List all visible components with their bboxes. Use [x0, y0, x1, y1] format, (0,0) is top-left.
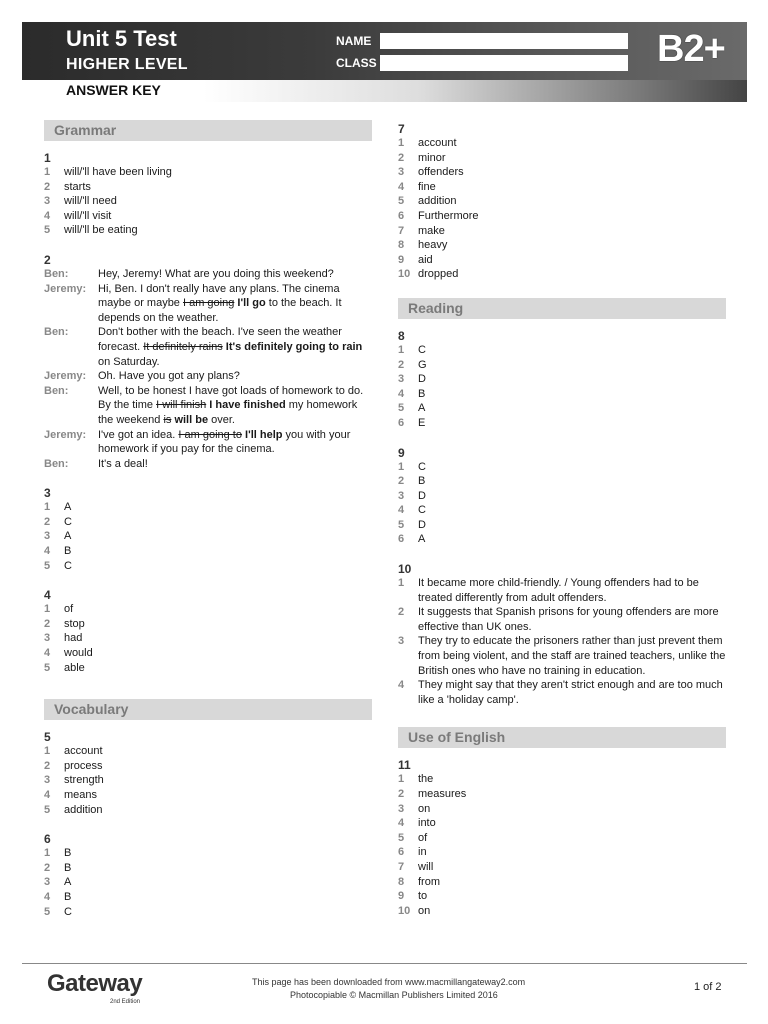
question-number: 1: [44, 151, 51, 165]
answer-item: [398, 904, 726, 919]
answer-item: [398, 209, 726, 224]
class-field[interactable]: [380, 55, 628, 71]
item-number: 5: [398, 402, 405, 415]
answer-item: [44, 180, 372, 195]
answer-item: [44, 500, 372, 515]
item-answer: means: [64, 789, 98, 801]
dialogue: [44, 267, 372, 471]
answer-list: [398, 136, 726, 282]
answer-item: [398, 267, 726, 282]
answer-item: [398, 532, 726, 547]
item-number: 5: [44, 224, 51, 237]
item-answer: will/'ll be eating: [64, 224, 138, 237]
item-answer: aid: [418, 253, 433, 266]
item-answer: on: [418, 904, 431, 917]
item-answer: measures: [418, 788, 467, 800]
item-answer: D: [418, 373, 426, 386]
item-answer: E: [418, 416, 426, 429]
answer-item: [398, 634, 726, 678]
answer-item: [44, 631, 372, 646]
answer-item: [398, 474, 726, 489]
name-field[interactable]: [380, 33, 628, 49]
answer-item: [398, 460, 726, 475]
answer-item: [398, 165, 726, 180]
section-title: Vocabulary: [54, 701, 129, 718]
vocabulary-section-header: [44, 699, 372, 720]
answer-item: [398, 802, 726, 817]
item-number: 3: [44, 632, 51, 645]
item-number: 7: [398, 224, 405, 237]
answer-item: [398, 845, 726, 860]
item-answer: C: [64, 905, 72, 918]
section-title: Grammar: [54, 122, 117, 138]
answer-item: [398, 372, 726, 387]
dialogue-text: Oh. Have you got any plans?: [98, 370, 240, 383]
answer-item: [44, 759, 372, 774]
item-answer: account: [64, 745, 103, 758]
dialogue-text: Hey, Jeremy! What are you doing this weekend?: [98, 267, 334, 280]
answer-key-bar: [22, 80, 747, 102]
section-title: Use of English: [408, 729, 506, 746]
answer-item: [44, 890, 372, 905]
dialogue-line: [44, 384, 372, 428]
answer-item: [398, 416, 726, 431]
item-answer: will/'ll visit: [64, 209, 112, 222]
question-number: 5: [44, 730, 51, 745]
corrected-text: I'll help: [241, 428, 283, 441]
item-number: 3: [398, 635, 405, 648]
item-answer: A: [64, 876, 72, 889]
item-answer: into: [418, 817, 436, 830]
item-number: 4: [44, 789, 51, 801]
item-number: 5: [398, 195, 405, 208]
item-number: 2: [398, 358, 405, 371]
question-number: 10: [398, 562, 412, 577]
answer-item: [44, 209, 372, 224]
item-answer: in: [418, 846, 427, 859]
speaker-name: Jeremy:: [44, 428, 87, 441]
answer-item: [398, 224, 726, 239]
dialogue-line: [44, 282, 372, 326]
answer-list: [44, 165, 372, 238]
question-number: 4: [44, 588, 51, 603]
dialogue-text: my homework the weekend: [98, 399, 358, 426]
item-number: 10: [398, 268, 411, 281]
item-number: 1: [398, 773, 405, 786]
item-answer: stop: [64, 617, 85, 630]
item-number: 1: [398, 343, 405, 356]
answer-item: [44, 661, 372, 676]
item-number: 2: [44, 515, 51, 528]
answer-item: [44, 788, 372, 803]
dialogue-line: [44, 369, 372, 384]
question-number: 11: [398, 758, 411, 773]
item-answer: dropped: [418, 268, 459, 281]
answer-item: [398, 387, 726, 402]
item-number: 1: [44, 166, 51, 178]
corrected-text: will be: [171, 413, 209, 426]
item-number: 1: [44, 603, 51, 616]
grammar-section-header: [44, 120, 372, 141]
item-number: 4: [44, 209, 51, 222]
answer-item: [44, 773, 372, 788]
answer-item: [398, 151, 726, 166]
download-notice: This page has been downloaded from www.macmillangateway2.com: [252, 977, 526, 987]
answer-item: [398, 503, 726, 518]
item-answer: B: [64, 890, 72, 903]
item-number: 3: [44, 876, 51, 889]
answer-list: [44, 846, 372, 919]
question-number: 2: [44, 252, 51, 267]
answer-item: [44, 617, 372, 632]
answer-item: [44, 223, 372, 238]
item-number: 4: [44, 890, 51, 903]
item-number: 2: [398, 788, 405, 800]
struck-text: It definitely rains: [143, 340, 223, 353]
dialogue-text: Hi, Ben. I don't really have any plans. The cinema maybe or maybe: [98, 282, 340, 310]
item-number: 1: [44, 847, 51, 860]
item-answer: B: [418, 387, 426, 400]
item-answer: fine: [418, 180, 436, 193]
dialogue-text: on Saturday.: [98, 355, 160, 368]
dialogue-content: [98, 325, 372, 369]
corrected-text: I have finished: [206, 399, 286, 412]
item-answer: It became more child-friendly. / Young offenders had to be treated differently from adult offenders.: [418, 577, 699, 604]
item-number: 3: [398, 166, 405, 179]
item-answer: D: [418, 489, 426, 502]
answer-item: [44, 529, 372, 544]
answer-key-label: ANSWER KEY: [66, 82, 161, 98]
answer-item: [398, 576, 726, 605]
level-badge: B2+: [657, 28, 725, 70]
unit-title: Unit 5 Test: [66, 26, 177, 51]
item-number: 5: [44, 559, 51, 572]
answer-list: [398, 343, 726, 431]
item-number: 3: [44, 195, 51, 208]
item-answer: It suggests that Spanish prisons for young offenders are more effective than UK ones.: [418, 606, 719, 633]
item-number: 1: [398, 577, 405, 590]
item-answer: B: [64, 847, 72, 860]
item-answer: will/'ll have been living: [64, 166, 172, 178]
item-number: 3: [398, 489, 405, 502]
item-answer: strength: [64, 774, 104, 787]
item-number: 4: [398, 387, 405, 400]
item-answer: to: [418, 890, 428, 903]
item-answer: will: [418, 860, 434, 873]
item-answer: C: [418, 504, 426, 517]
item-answer: make: [418, 224, 445, 237]
edition-label: 2nd Edition: [110, 999, 141, 1005]
answer-list: [398, 460, 726, 548]
answer-item: [44, 194, 372, 209]
item-answer: on: [418, 802, 431, 815]
item-number: 6: [398, 533, 405, 546]
answer-item: [398, 194, 726, 209]
corrected-text: It's definitely going to rain: [222, 340, 363, 353]
answer-item: [398, 253, 726, 268]
answer-item: [398, 860, 726, 875]
answer-item: [398, 605, 726, 634]
item-number: 1: [398, 460, 405, 473]
item-number: 6: [398, 846, 405, 859]
item-answer: A: [64, 530, 72, 543]
item-number: 6: [398, 209, 405, 222]
answer-item: [44, 602, 372, 617]
right-column: [398, 120, 726, 918]
answer-item: [44, 846, 372, 861]
answer-item: [44, 744, 372, 759]
dialogue-text: over.: [208, 413, 235, 426]
answer-item: [398, 816, 726, 831]
answer-item: [398, 787, 726, 802]
answer-item: [398, 518, 726, 533]
answer-item: [44, 861, 372, 876]
question-number: 7: [398, 122, 405, 136]
level-title: HIGHER LEVEL: [66, 56, 188, 73]
item-number: 4: [44, 545, 51, 558]
dialogue-text: you with your homework if you pay for the cinema.: [98, 428, 351, 456]
item-answer: They try to educate the prisoners rather than just prevent them from being violent, and the staff are trained teachers, unlike the British ones who have no training in education.: [418, 635, 726, 677]
item-answer: Furthermore: [418, 209, 479, 222]
item-answer: B: [418, 475, 426, 488]
item-answer: starts: [64, 180, 91, 193]
dialogue-content: [98, 369, 372, 384]
dialogue-content: [98, 457, 372, 472]
item-number: 1: [44, 745, 51, 758]
struck-text: I am going to: [178, 428, 242, 441]
dialogue-line: [44, 267, 372, 282]
item-number: 8: [398, 239, 405, 252]
dialogue-text: Don't bother with the beach. I've seen the weather forecast.: [98, 326, 342, 353]
dialogue-content: [98, 282, 372, 326]
speaker-name: Ben:: [44, 457, 69, 470]
item-number: 4: [398, 180, 405, 193]
item-answer: of: [64, 603, 74, 616]
item-answer: G: [418, 358, 427, 371]
item-number: 4: [398, 679, 405, 692]
reading-section-header: [398, 298, 726, 319]
item-number: 2: [44, 180, 51, 193]
item-number: 5: [44, 661, 51, 674]
item-number: 4: [44, 647, 51, 660]
dialogue-text: I've got an idea.: [98, 428, 179, 441]
class-label: CLASS: [336, 56, 377, 70]
answer-item: [398, 401, 726, 416]
struck-text: is: [163, 413, 172, 426]
item-number: 1: [398, 137, 405, 149]
gateway-logo: Gateway: [47, 970, 143, 997]
answer-item: [44, 905, 372, 920]
struck-text: I will finish: [156, 399, 207, 412]
item-number: 2: [398, 475, 405, 488]
answer-item: [398, 831, 726, 846]
answer-item: [398, 343, 726, 358]
item-number: 4: [398, 504, 405, 517]
answer-item: [398, 136, 726, 151]
answer-list: [44, 500, 372, 573]
answer-item: [44, 803, 372, 818]
item-number: 5: [44, 905, 51, 918]
item-number: 3: [398, 373, 405, 386]
question-number: 6: [44, 832, 51, 847]
item-number: 3: [44, 774, 51, 787]
item-number: 6: [398, 416, 405, 429]
answer-list: [44, 602, 372, 675]
item-answer: A: [64, 501, 72, 514]
speaker-name: Ben:: [44, 326, 69, 339]
speaker-name: Ben:: [44, 384, 69, 397]
item-answer: B: [64, 861, 72, 874]
answer-item: [398, 875, 726, 890]
item-answer: addition: [64, 803, 103, 816]
dialogue-content: [98, 428, 372, 457]
item-answer: would: [64, 647, 93, 660]
answer-list: [44, 744, 372, 817]
item-answer: D: [418, 518, 426, 531]
item-number: 1: [44, 501, 51, 514]
item-answer: A: [418, 533, 426, 546]
left-column: [44, 120, 372, 919]
speaker-name: Jeremy:: [44, 370, 87, 383]
item-number: 4: [398, 817, 405, 830]
corrected-text: I'll go: [234, 297, 266, 310]
item-answer: minor: [418, 151, 446, 164]
answer-item: [44, 559, 372, 574]
item-answer: offenders: [418, 166, 464, 179]
dialogue-line: [44, 457, 372, 472]
item-answer: will/'ll need: [64, 195, 117, 208]
item-number: 9: [398, 890, 405, 903]
item-number: 5: [398, 518, 405, 531]
item-number: 5: [44, 803, 51, 816]
answer-list: [398, 576, 726, 707]
answer-item: [44, 165, 372, 180]
question-number: 8: [398, 328, 405, 343]
answer-item: [398, 678, 726, 707]
item-number: 5: [398, 831, 405, 844]
item-number: 7: [398, 860, 405, 873]
answer-item: [44, 515, 372, 530]
answer-item: [398, 180, 726, 195]
speaker-name: Ben:: [44, 267, 69, 280]
item-number: 8: [398, 875, 405, 888]
dialogue-content: [98, 384, 372, 428]
item-answer: process: [64, 759, 103, 772]
item-answer: C: [64, 515, 72, 528]
item-number: 3: [44, 530, 51, 543]
dialogue-text: It's a deal!: [98, 457, 148, 470]
item-answer: able: [64, 661, 85, 674]
item-answer: A: [418, 402, 426, 415]
item-number: 10: [398, 904, 411, 917]
dialogue-content: [98, 267, 372, 282]
answer-item: [398, 238, 726, 253]
item-number: 2: [44, 759, 51, 772]
item-number: 3: [398, 802, 405, 815]
item-answer: account: [418, 137, 457, 149]
item-answer: heavy: [418, 239, 448, 252]
item-answer: the: [418, 773, 434, 786]
struck-text: I am going: [182, 297, 235, 310]
item-answer: B: [64, 545, 72, 558]
answer-item: [398, 889, 726, 904]
answer-item: [398, 358, 726, 373]
speaker-name: Jeremy:: [44, 282, 87, 295]
answer-item: [398, 772, 726, 787]
answer-item: [44, 646, 372, 661]
item-answer: addition: [418, 195, 457, 208]
use-of-english-section-header: [398, 727, 726, 748]
question-number: 9: [398, 445, 405, 460]
item-answer: of: [418, 831, 428, 844]
dialogue-line: [44, 325, 372, 369]
dialogue-line: [44, 428, 372, 457]
item-answer: had: [64, 632, 83, 645]
item-number: 2: [44, 861, 51, 874]
answer-list: [398, 772, 726, 918]
answer-item: [398, 489, 726, 504]
item-number: 2: [44, 617, 51, 630]
footer-divider: [22, 963, 747, 964]
name-label: NAME: [336, 34, 372, 48]
item-number: 2: [398, 606, 405, 619]
dialogue-text: Well, to be honest I have got loads of homework to do. By the time: [98, 384, 364, 412]
item-answer: C: [418, 343, 426, 356]
item-answer: They might say that they aren't strict enough and are too much like a 'holiday camp'.: [418, 679, 723, 706]
item-number: 2: [398, 151, 405, 164]
answer-item: [44, 875, 372, 890]
item-answer: C: [64, 559, 72, 572]
copyright-notice: Photocopiable © Macmillan Publishers Limited 2016: [290, 990, 498, 1000]
dialogue-text: to the beach. It depends on the weather.: [98, 297, 342, 324]
question-number: 3: [44, 486, 51, 501]
page-number: 1 of 2: [694, 981, 722, 993]
answer-item: [44, 544, 372, 559]
section-title: Reading: [408, 299, 464, 316]
item-number: 9: [398, 253, 405, 266]
item-answer: from: [418, 875, 440, 888]
item-answer: C: [418, 460, 426, 473]
